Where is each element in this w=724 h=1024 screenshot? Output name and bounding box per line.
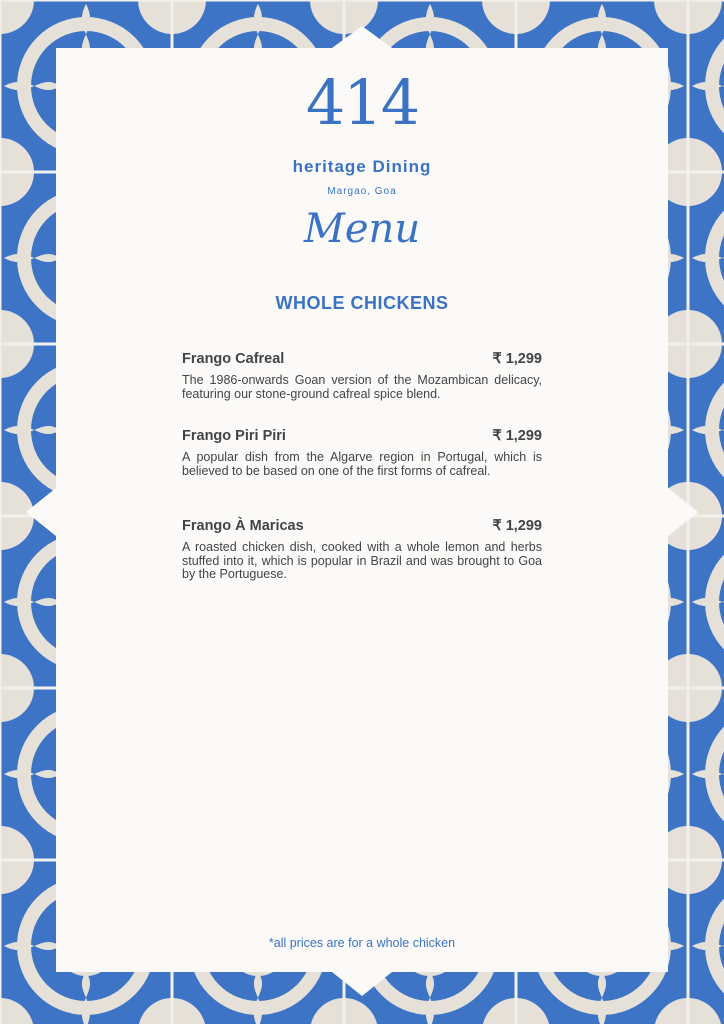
item-price: ₹ 1,299: [492, 428, 542, 444]
price-footnote: *all prices are for a whole chicken: [268, 936, 456, 950]
item-description: A roasted chicken dish, cooked with a whole lemon and herbs stuffed into it, which is popular in Brazil and was brought to Goa by the Portuguese.: [182, 540, 542, 581]
item-price: ₹ 1,299: [492, 518, 542, 534]
brand-logo-number: 414: [305, 66, 419, 139]
menu-item: [182, 351, 542, 401]
brand-location: Margao, Goa: [327, 186, 397, 197]
item-price: ₹ 1,299: [492, 351, 542, 367]
item-name: Frango Piri Piri: [182, 428, 286, 444]
item-description: A popular dish from the Algarve region in Portugal, which is believed to be based on one of the first forms of cafreal.: [182, 450, 542, 478]
section-title: WHOLE CHICKENS: [275, 293, 449, 313]
brand-subtitle: heritage Dining: [292, 157, 432, 176]
item-description: The 1986-onwards Goan version of the Mozambican delicacy, featuring our stone-ground cafreal spice blend.: [182, 373, 542, 401]
item-name: Frango Cafreal: [182, 351, 285, 367]
menu-item: [182, 518, 542, 582]
item-name: Frango À Maricas: [182, 518, 304, 534]
menu-title: Menu: [303, 206, 421, 252]
menu-item: [182, 428, 542, 478]
